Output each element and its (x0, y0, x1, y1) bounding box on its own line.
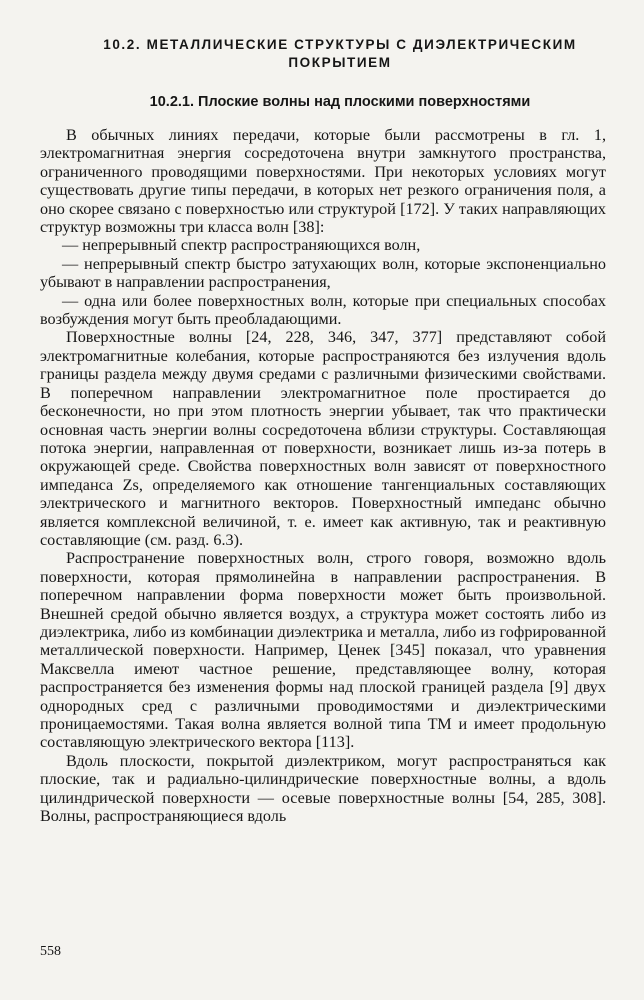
subsection-title: Плоские волны над плоскими поверхностями (198, 94, 531, 110)
body-text (40, 126, 606, 825)
paragraph-dielectric-plane: Вдоль плоскости, покрытой диэлектриком, могут распространяться как плоские, так и радиально-цилиндрические поверхностные волны, а вдоль цилиндрической поверхности — осевые поверхностные волны [54, 285, 308]. Волны, распространяющиеся вдоль (40, 751, 606, 826)
list-item-surface-waves: — одна или более поверхностных волн, которые при специальных способах возбуждения могут быть преобладающими. (40, 291, 606, 329)
paragraph-surface-waves: Поверхностные волны [24, 228, 346, 347, 377] представляют собой электромагнитные колебания, которые распространяются без излучения вдоль границы раздела между двумя средами с различными физическими свойствами. В поперечном направлении электромагнитное поле простирается до бесконечности, но при этом плотность энергии убывает, так что практически основная часть энергии волны сосредоточена вблизи структуры. Составляющая потока энергии, направленная от поверхности, возникает лишь из-за потерь в окружающей среде. Свойства поверхностных волн зависят от поверхностного импеданса Zs, определяемого как отношение тангенциальных составляющих электрического и магнитного векторов. Поверхностный импеданс обычно является комплексной величиной, т. е. имеет как активную, так и реактивную составляющие (см. разд. 6.3). (40, 328, 606, 549)
section-heading (60, 36, 620, 72)
paragraph-intro: В обычных линиях передачи, которые были рассмотрены в гл. 1, электромагнитная энергия сосредоточена внутри замкнутого пространства, ограниченного проводящими поверхностями. При некоторых условиях могут существовать другие типы передачи, в которых нет резкого ограничения поля, а оно скорее связано с поверхностью или структурой [172]. У таких направляющих структур возможны три класса волн [38]: (40, 126, 606, 237)
paragraph-propagation: Распространение поверхностных волн, строго говоря, возможно вдоль поверхности, которая прямолинейна в направлении распространения. В поперечном направлении форма поверхности может быть произвольной. Внешней средой обычно является воздух, а структура может состоять либо из диэлектрика, либо из комбинации диэлектрика и металла, либо из гофрированной металлической поверхности. Например, Ценек [345] показал, что уравнения Максвелла имеют частное решение, представляющее волну, которая распространяется без изменения формы над плоской границей раздела [9] двух однородных сред с различными проводимостями и диэлектрическими проницаемостями. Такая волна является волной типа ТМ и имеет продольную составляющую электрического вектора [113]. (40, 549, 606, 752)
subsection-heading (60, 92, 620, 112)
list-item-decaying-spectrum: — непрерывный спектр быстро затухающих волн, которые экспоненциально убывают в направлении распространения, (40, 254, 606, 292)
page-number: 558 (40, 944, 61, 959)
section-title: МЕТАЛЛИЧЕСКИЕ СТРУКТУРЫ С ДИЭЛЕКТРИЧЕСКИМ ПОКРЫТИЕМ (146, 37, 577, 70)
subsection-number: 10.2.1. (149, 94, 195, 110)
list-item-continuous-spectrum: — непрерывный спектр распространяющихся волн, (62, 236, 421, 255)
section-number: 10.2. (103, 37, 142, 52)
